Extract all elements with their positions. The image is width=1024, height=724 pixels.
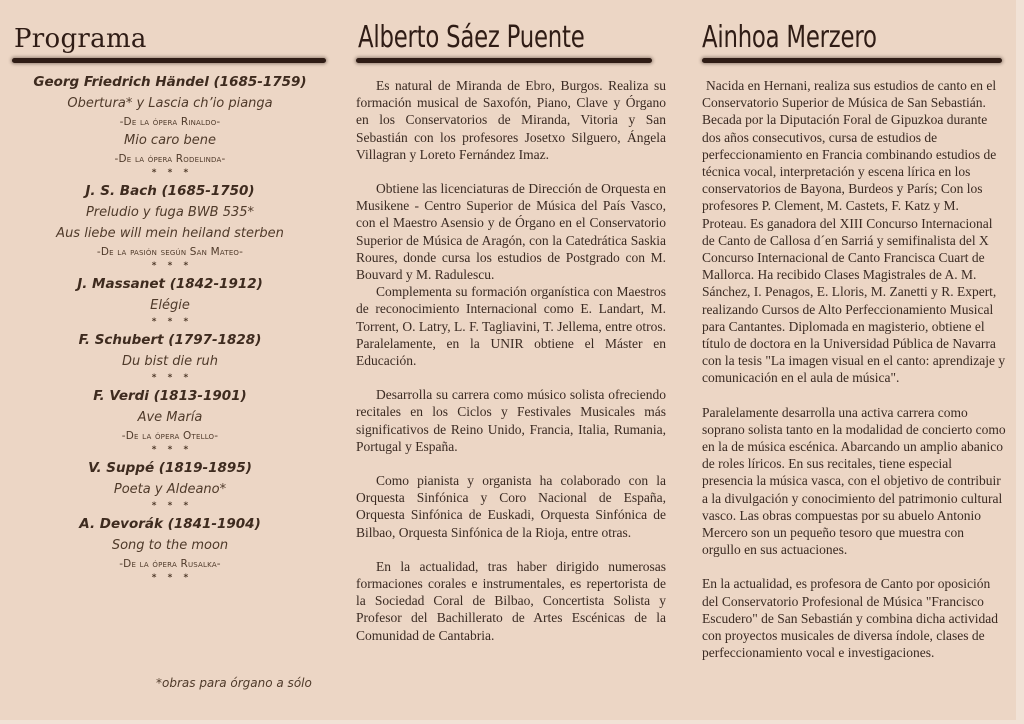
ainhoa-paragraph: En la actualidad, es profesora de Canto por oposición del Conservatorio Profesional de Música "Francisco Escudero" de San Sebastián y combina dicha actividad con proyectos musicales de diversa índole, clases de perfeccionamiento vocal e investigaciones. — [702, 576, 999, 661]
program-work-source: -De la ópera Rinaldo- — [119, 116, 221, 128]
ainhoa-paragraph: Paralelamente desarrolla una activa carrera como soprano solista tanto en la modalidad de concierto como en la de música escénica. Abarcando un amplio abanico de roles líricos. En sus recitales, tiene especial presencia la música vasca, con el objetivo de contribuir a la divulgación y conocimiento del patrimonio cultural vasco. Las obras compuestas por su abuelo Antonio Mercero son un pequeño tesoro que muestra con orgullo en sus actuaciones. — [702, 404, 1006, 558]
program-composer: F. Verdi (1813-1901) — [93, 388, 247, 404]
program-work-source: -De la ópera Rodelinda- — [114, 153, 226, 165]
program-work-title: Obertura* y Lascia ch’io pianga — [67, 96, 273, 111]
program-work-title: Ave María — [137, 410, 203, 425]
ainhoa-title: Ainhoa Merzero — [702, 20, 877, 55]
program-separator: * * * — [151, 373, 193, 383]
program-work-source: -De la pasión según San Mateo- — [96, 246, 244, 258]
ainhoa-paragraph: Nacida en Hernani, realiza sus estudios de canto en el Conservatorio Superior de Música de San Sebastián. Becada por la Diputación Foral de Gipuzkoa durante dos años consecutivos, cursa de estudios de perfeccionamiento en Francia combinando estudios de técnica vocal, interpretación y escena lírica en los conservatorios de Bayona, Burdeos y París; Con los profesores P. Clement, M. Castets, F. Katz y M. Proteau. Es ganadora del XIII Concurso Internacional de Canto de Callosa d´en Sarriá y semifinalista del X Concurso Internacional de Canto Francisca Cuart de Mallorca. Ha recibido Clases Magistrales de A. M. Sánchez, I. Penagos, E. Lloris, M. Zanetti y R. Expert, realizando Cursos de Alto Perfeccionamiento Musical para Cantantes. Diplomada en magisterio, obtiene el título de doctora en la Universidad Pública de Navarra con la tesis "La imagen visual en el canto: aprendizaje y comunicación en el aula de música". — [702, 78, 1006, 386]
program-composer: V. Suppé (1819-1895) — [88, 460, 252, 476]
program-work-title: Poeta y Aldeano* — [113, 482, 227, 497]
program-work-title: Du bist die ruh — [121, 354, 219, 369]
program-composer: F. Schubert (1797-1828) — [78, 332, 262, 348]
alberto-paragraph: Complementa su formación organística con Maestros de reconocimiento Internacional como E. Landart, M. Torrent, O. Latry, L. F. Tagliavini, T. Jellema, entre otros. Paralelamente, en la UNIR obtiene el Máster en Educación. — [356, 284, 666, 369]
alberto-bio-body — [356, 77, 666, 644]
programa-title: Programa — [14, 24, 147, 54]
alberto-paragraph: Es natural de Miranda de Ebro, Burgos. Realiza su formación musical de Saxofón, Piano, Clave y Órgano en los Conservatorios de Miranda, Vitoria y San Sebastián con los profesores Josetxo Silguero, Ángela Villagran y Loreto Fernández Imaz. — [356, 78, 666, 162]
program-work-source: -De la ópera Otello- — [121, 430, 219, 442]
program-work-source: -De la ópera Rusalka- — [119, 558, 221, 570]
programa-footnote: *obras para órgano a sólo — [156, 676, 312, 690]
program-separator: * * * — [151, 168, 193, 178]
program-work-title: Song to the moon — [111, 538, 229, 553]
page-edge-right — [1016, 0, 1024, 724]
program-separator: * * * — [151, 445, 193, 455]
alberto-paragraph: Desarrolla su carrera como músico solista ofreciendo recitales en los Ciclos y Festivales Musicales más significativos de Reino Unido, Francia, Italia, Rumania, Portugal y España. — [356, 387, 666, 454]
alberto-paragraph: En la actualidad, tras haber dirigido numerosas formaciones corales e instrumentales, es repertorista de la Sociedad Coral de Bilbao, Concertista Solista y Profesor del Bachillerato de Artes Escénicas de la Comunidad de Cantabria. — [356, 558, 666, 643]
page-edge-bottom — [0, 720, 1024, 724]
program-separator: * * * — [151, 573, 193, 583]
ainhoa-title-rule — [702, 58, 1002, 63]
program-work-title: Aus liebe will mein heiland sterben — [56, 226, 284, 241]
program-composer: J. S. Bach (1685-1750) — [85, 183, 255, 199]
program-composer: A. Devorák (1841-1904) — [79, 516, 261, 532]
program-separator: * * * — [151, 261, 193, 271]
program-composer: Georg Friedrich Händel (1685-1759) — [33, 74, 307, 90]
program-separator: * * * — [151, 501, 193, 511]
program-composer: J. Massanet (1842-1912) — [77, 276, 263, 292]
program-list — [20, 70, 320, 584]
program-separator: * * * — [151, 317, 193, 327]
program-work-title: Preludio y fuga BWB 535* — [85, 205, 255, 220]
alberto-title: Alberto Sáez Puente — [358, 20, 585, 55]
ainhoa-bio-body — [702, 77, 1006, 662]
alberto-paragraph: Como pianista y organista ha colaborado con la Orquesta Sinfónica y Coro Nacional de España, Orquesta Sinfónica de Euskadi, Orquesta Sinfónica de Bilbao, Orquesta Sinfónica de la Rioja, entre otras. — [356, 473, 666, 540]
alberto-title-rule — [356, 58, 652, 63]
program-work-title: Elégie — [150, 298, 190, 313]
programa-title-rule — [12, 58, 326, 63]
program-work-title: Mio caro bene — [124, 133, 216, 148]
alberto-paragraph: Obtiene las licenciaturas de Dirección de Orquesta en Musikene - Centro Superior de Música del País Vasco, con el Maestro Asensio y de Órgano en el Conservatorio Superior de Música de Aragón, con la Catedrática Saskia Roures, donde cursa los estudios de Postgrado con M. Bouvard y M. Radulescu. — [356, 181, 666, 283]
